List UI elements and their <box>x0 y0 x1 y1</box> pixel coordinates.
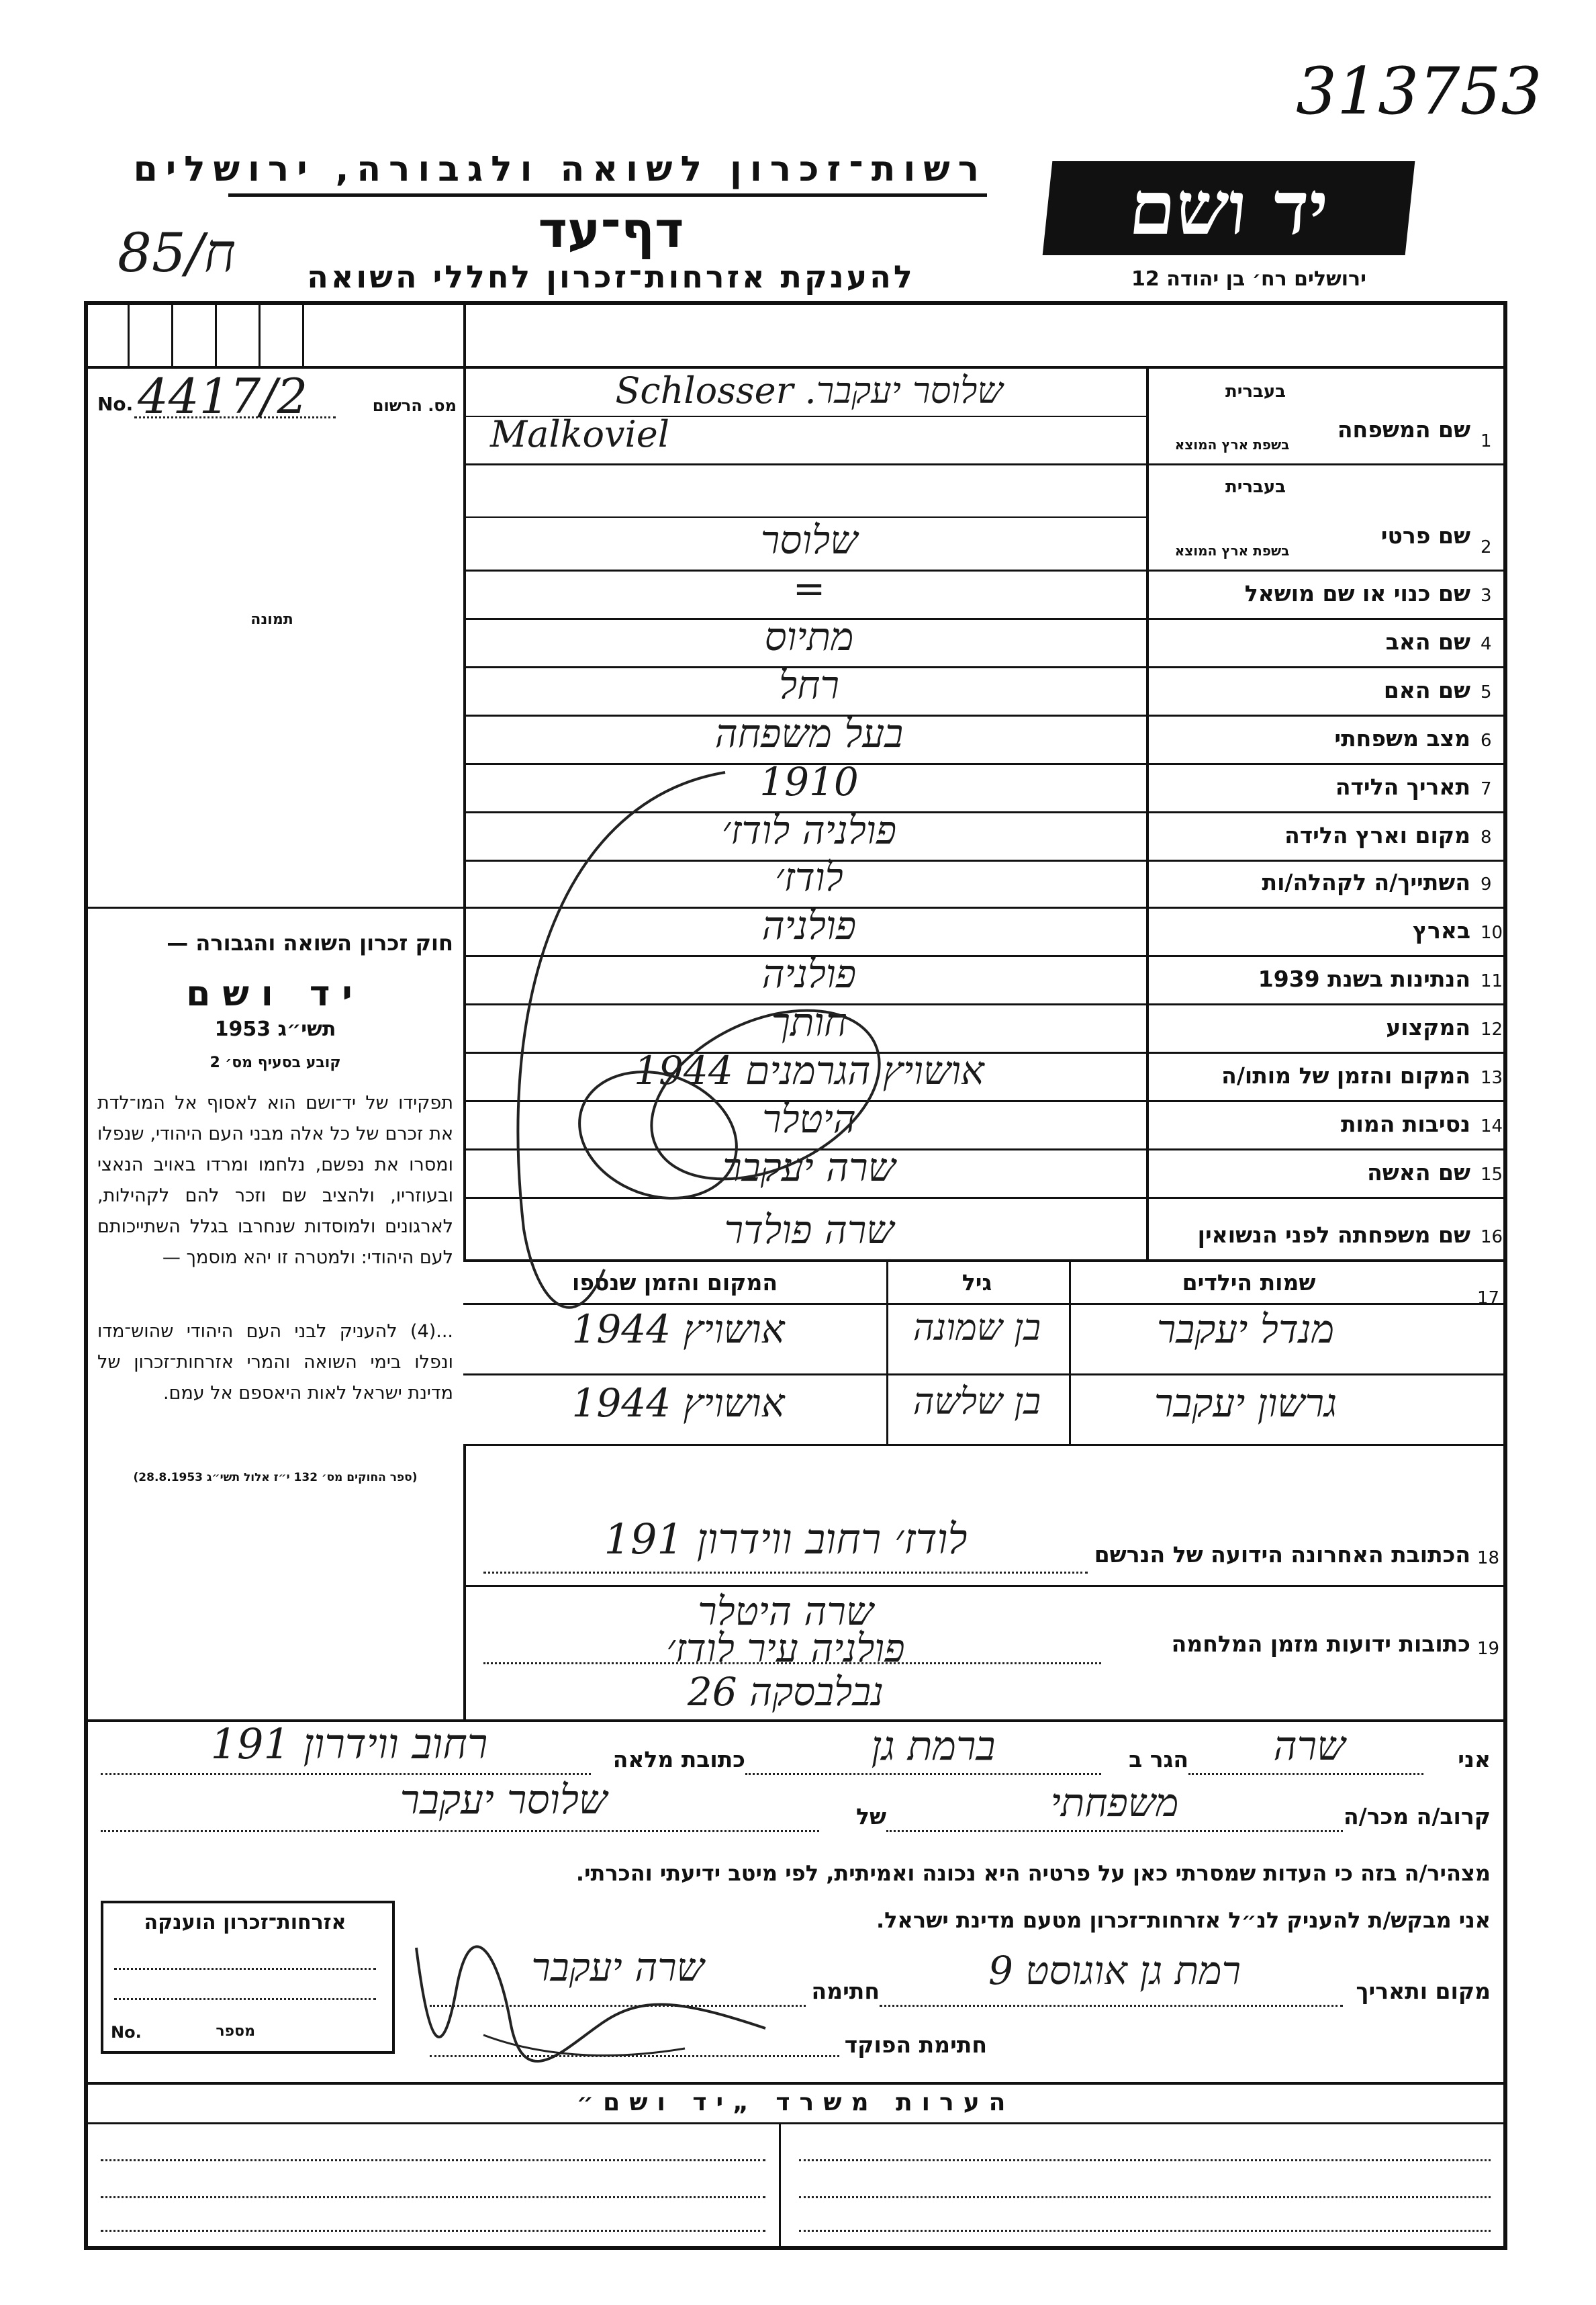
last-address-line <box>483 1572 1088 1574</box>
field-value: = <box>792 566 826 611</box>
notes-title: הערות משרד „יד ושם״ <box>576 2089 1015 2116</box>
field-number: 3 <box>1481 586 1492 606</box>
handwritten-corner-note: 85/ח <box>118 222 236 284</box>
wartime-address-value: פולניה עיר לודז׳ <box>666 1625 905 1671</box>
field-number-17: 17 <box>1477 1288 1500 1308</box>
field-number: 9 <box>1481 874 1492 895</box>
registration-prefix: No. <box>97 393 134 415</box>
field-label: בארץ <box>1413 917 1470 944</box>
of-label: של <box>856 1803 886 1829</box>
field-number: 15 <box>1481 1165 1503 1185</box>
field-label: שם פרטי <box>1380 523 1470 549</box>
signature-label: חתימה <box>811 1978 880 2004</box>
divider <box>171 304 173 368</box>
child-name: מנדל יעקבר <box>1156 1306 1335 1352</box>
pen-marks <box>483 759 953 1363</box>
field-number: 5 <box>1481 682 1492 703</box>
law-title: חוק זכרון השואה והגבורה — <box>167 930 453 956</box>
child-place-time: אושויץ 1944 <box>571 1380 785 1426</box>
field-number: 12 <box>1481 1020 1503 1040</box>
field-number-19: 19 <box>1477 1639 1500 1659</box>
declaration-line <box>745 1773 1101 1775</box>
field-value: פולניה לודז׳ <box>721 807 897 853</box>
field-label: מצב משפחתי <box>1334 725 1470 752</box>
official-signature-scribble <box>403 1921 779 2082</box>
notes-line <box>799 2159 1491 2161</box>
child-age: בן שלשה <box>912 1380 1041 1422</box>
declarant-address: רחוב ווידרון 191 <box>210 1719 488 1768</box>
yad-vashem-logo <box>1043 161 1415 255</box>
signature-value: שרה יעקבר <box>531 1944 704 1990</box>
notes-line <box>799 2196 1491 2198</box>
declarant-city: ברמת גן <box>871 1723 996 1770</box>
field-label: הנתינות בשנת 1939 <box>1258 966 1470 992</box>
sheet-title: דף־עד <box>538 201 684 259</box>
field-label: שם המשפחה <box>1337 416 1470 443</box>
divider <box>1069 1259 1071 1446</box>
sheet-subtitle: להענקת אזרחות־זכרון לחללי השואה <box>307 259 915 295</box>
field-number: 2 <box>1481 537 1492 557</box>
field-label: מקום וארץ הלידה <box>1284 822 1470 848</box>
field-label: שם משפחתה לפני הנשואין <box>1197 1222 1470 1248</box>
award-box-title: אזרחות־זכרון הוענקה <box>144 1911 346 1934</box>
children-place-header: המקום והזמן שנספו <box>572 1269 778 1296</box>
field-number: 11 <box>1481 971 1503 991</box>
child-age: בן שמונה <box>912 1306 1041 1349</box>
field-number: 6 <box>1481 731 1492 751</box>
divider <box>302 304 304 368</box>
field-number: 1 <box>1481 431 1492 451</box>
declaration-line <box>101 1773 591 1775</box>
field-number: 16 <box>1481 1227 1503 1247</box>
divider <box>84 2122 1507 2124</box>
notes-line <box>799 2230 1491 2232</box>
law-clause: קובע בסעיף מס׳ 2 <box>209 1054 341 1071</box>
divider <box>463 1444 1507 1446</box>
field-value: שלוסר יעקבר. Schlosser <box>615 369 1003 412</box>
divider <box>463 463 1507 465</box>
law-text-1: תפקידו של יד־ושם הוא לאסוף אל המו־לדת את זכרם של כל אלה מבני העם היהודי, שנפלו ומסרו את נפשם, נלחמו ומרדו באויב הנאצי ובעוזריו, ולהציב שם וזכר להם לקהילות, לארגונים ולמוסדות שנחרבו בגלל השתייכותם לעם היהודי: ולמטרה זו יהא מוסמך — <box>97 1093 453 1268</box>
field-value: שרה יעקבר <box>722 1144 896 1190</box>
field-label: המקצוע <box>1386 1014 1470 1040</box>
field-number-18: 18 <box>1477 1548 1500 1568</box>
declaration-line <box>101 1830 819 1832</box>
authority-title: רשות־זכרון לשואה ולגבורה, ירושלים <box>228 149 987 197</box>
declaration-statement-2: אני מבקש/ת להעניק לנ״ל אזרחות־זכרון מטעם מדינת ישראל. <box>876 1907 1491 1933</box>
declaration-line <box>1188 1773 1423 1775</box>
divider <box>463 1585 1507 1587</box>
field-sublabel: בשפת ארץ המוצא <box>1174 543 1290 559</box>
declaration-resident-label: הגר ב <box>1129 1746 1188 1772</box>
law-text-2: ...(4) להעניק לבני העם היהודי שהוש־מדו ונפלו בימי השואה והמרי אזרחות־זכרון של מדינת ישראל לאות היאספם אל עמם. <box>97 1321 453 1404</box>
of-value: שלוסר יעקבר <box>400 1776 608 1823</box>
field-label: שם כנוי או שם מושאל <box>1244 580 1470 606</box>
archive-number: 313753 <box>1296 54 1542 129</box>
children-names-header: שמות הילדים <box>1182 1269 1316 1296</box>
declarant-name: שרה <box>1273 1723 1346 1770</box>
field-sublabel: בעברית <box>1225 477 1286 497</box>
field-value: היטלר <box>762 1096 856 1142</box>
divider <box>84 2082 1507 2085</box>
wartime-address-label: כתובות ידועות מזמן המלחמה <box>1171 1631 1470 1657</box>
field-label: שם האב <box>1385 629 1470 655</box>
field-value: בעל משפחה <box>714 711 904 756</box>
declaration-statement-1: מצהיר/ה בזה כי העדות שמסרתי כאן על פרטיה היא נכונה ואמיתית, לפי מיטב ידיעתי והכרתי. <box>575 1860 1491 1886</box>
field-number: 10 <box>1481 923 1503 943</box>
field-value: שלוסר <box>760 517 858 563</box>
divider <box>84 907 465 909</box>
declaration-line <box>886 1830 1343 1832</box>
declaration-line <box>880 2005 1343 2007</box>
field-value: לודז׳ <box>775 854 843 900</box>
field-value: פולניה <box>761 951 857 997</box>
child-name: גרשון יעקבר <box>1154 1380 1337 1426</box>
award-box-line <box>114 1998 376 2000</box>
child-place-time: אושויץ 1944 <box>571 1306 785 1352</box>
photo-label: תמונה <box>250 611 293 628</box>
field-label: שם האם <box>1383 677 1470 703</box>
field-number: 13 <box>1481 1068 1503 1088</box>
field-label: שם האשה <box>1367 1159 1470 1185</box>
place-date-value: רמת גן אוגוסט 9 <box>988 1948 1241 1993</box>
field-label: נסיבות המות <box>1340 1111 1470 1137</box>
field-value: חותך <box>771 999 847 1045</box>
field-number: 14 <box>1481 1116 1503 1136</box>
law-name: יד ושם <box>186 974 365 1014</box>
official-signature-label: חתימת הפוקד <box>844 2032 987 2058</box>
field-label: תאריך הלידה <box>1335 774 1470 800</box>
relative-label: קרוב/ה מכר/ה <box>1344 1803 1491 1829</box>
award-box-line <box>114 1968 376 1970</box>
award-box-no: No. <box>111 2023 142 2042</box>
wartime-address-value: נבלבסקה 26 <box>687 1669 884 1715</box>
field-number: 7 <box>1481 779 1492 799</box>
divider <box>215 304 217 368</box>
field-value: Malkoviel <box>490 413 669 455</box>
declaration-address-label: כתובת מלאה <box>612 1746 745 1772</box>
notes-line <box>101 2230 765 2232</box>
declaration-ani-label: אני <box>1458 1746 1491 1772</box>
divider <box>128 304 130 368</box>
relative-value: משפחתי <box>1050 1780 1179 1825</box>
institution-address: ירושלים רח׳ בן יהודה 12 <box>1131 267 1366 291</box>
notes-line <box>101 2159 765 2161</box>
children-age-header: גיל <box>961 1269 992 1296</box>
divider <box>463 304 466 368</box>
law-gazette: (ספר החוקים מס׳ 132 י״ז אלול תשי״ג 28.8.1953) <box>133 1471 418 1484</box>
field-sublabel: בשפת ארץ המוצא <box>1174 437 1290 453</box>
law-year: תשי״ג 1953 <box>214 1018 336 1041</box>
award-box-number-label: מספר <box>216 2023 255 2040</box>
divider <box>463 1373 1507 1375</box>
divider <box>463 1444 466 1719</box>
field-value: אושויץ הגרמנים 1944 <box>634 1048 984 1093</box>
registration-number: 4417/2 <box>138 368 308 424</box>
divider <box>259 304 261 368</box>
field-label: המקום והזמן של מותו/ה <box>1221 1063 1470 1089</box>
place-date-label: מקום ותאריך <box>1356 1978 1491 2004</box>
registration-label: מס. הרשום <box>372 396 457 415</box>
last-address-value: לודז׳ רחוב ווידרון 191 <box>604 1515 968 1564</box>
field-label: השתייך/ה לקהלה/ות <box>1262 869 1470 895</box>
field-value: מתיוס <box>764 614 854 660</box>
last-address-label: הכתובת האחרונה הידועה של הנרשם <box>1094 1541 1470 1568</box>
field-number: 8 <box>1481 827 1492 848</box>
field-number: 4 <box>1481 634 1492 654</box>
field-value: רחל <box>779 662 839 708</box>
divider <box>779 2122 781 2250</box>
field-sublabel: בעברית <box>1225 381 1286 402</box>
notes-line <box>101 2196 765 2198</box>
field-value: פולניה <box>761 903 857 948</box>
field-value: 1910 <box>759 759 859 805</box>
wartime-address-value: שרה היטלר <box>698 1588 874 1634</box>
logo-text: יד ושם <box>1125 165 1333 251</box>
field-value: שרה פולדר <box>724 1207 894 1253</box>
